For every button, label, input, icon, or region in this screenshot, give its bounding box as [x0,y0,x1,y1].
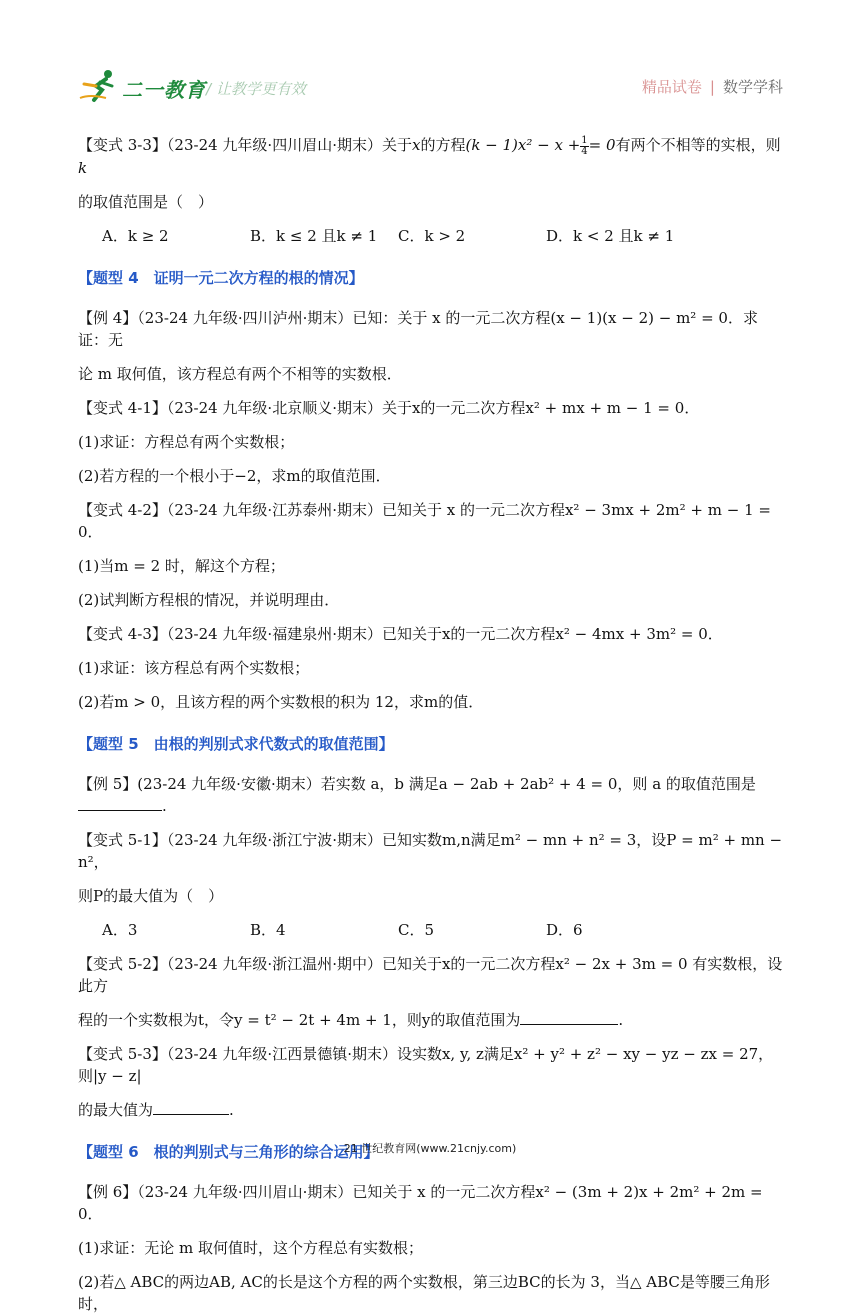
variant-5-1-line-1: 【变式 5-1】（23-24 九年级·浙江宁波·期末）已知实数m,n满足m² − mn + n² = 3，设P = m² + mn − n²， [78,830,783,871]
brand-separator: | [709,78,715,96]
math-var: x [411,136,421,154]
logo-text: 二一教育 [122,78,206,102]
variant-5-2-line-2 [78,1009,783,1031]
example-6: 【例 6】（23-24 九年级·四川眉山·期末）已知关于 x 的一元二次方程x² − (3m + 2)x + 2m² + 2m = 0． [78,1182,763,1223]
equation: (k − 1)x² − x + [465,136,581,154]
equation: = 0 [588,136,616,154]
text: 的最大值为 [78,1100,154,1119]
brand-label [642,76,783,97]
option-c: C．5 [398,920,435,939]
variant-4-2: 【变式 4-2】（23-24 九年级·江苏泰州·期末）已知关于 x 的一元二次方程x² − 3mx + 2m² + m − 1 = 0． [78,500,771,541]
variant-4-2-q1: (1)当m = 2 时，解这个方程； [78,556,285,575]
variant-4-3-q1: (1)求证：该方程总有两个实数根； [78,658,310,677]
text: . [162,796,167,815]
math-var: k [78,158,88,177]
example-5 [78,773,783,817]
example-6-q1: (1)求证：无论 m 取何值时，这个方程总有实数根； [78,1238,424,1257]
option-c: C．k > 2 [398,226,466,245]
variant-5-3-line-1: 【变式 5-3】（23-24 九年级·江西景德镇·期末）设实数x, y, z满足x² + y² + z² − xy − yz − zx = 27，则|y − z| [78,1044,774,1085]
text: 【变式 3-3】（23-24 九年级·四川眉山·期末）关于 [78,136,412,154]
answer-blank [153,1100,229,1115]
option-a: A．3 [102,920,138,939]
logo-slogan: / 让教学更有效 [206,80,306,98]
text: 的方程 [420,136,466,154]
document-body [78,134,783,1315]
example-6-q2: (2)若△ ABC的两边AB, AC的长是这个方程的两个实数根，第三边BC的长为 3，当△ ABC是等腰三角形时， [78,1272,770,1313]
variant-5-1-line-2: 则P的最大值为（ ） [78,886,224,905]
options-3-3 [102,225,783,247]
runner-logo-icon [78,68,120,104]
frac-den: 4 [581,145,588,157]
variant-4-3-q2: (2)若m > 0，且该方程的两个实数根的积为 12，求m的值． [78,692,484,711]
option-b: B．k ≤ 2 且k ≠ 1 [250,226,378,245]
page-footer: 21 世纪教育网(www.21cnjy.com) [343,1142,517,1155]
option-d: D．k < 2 且k ≠ 1 [546,226,675,245]
fraction [580,136,588,157]
section-title-4: 【题型 4 证明一元二次方程的根的情况】 [78,268,364,287]
variant-4-1: 【变式 4-1】（23-24 九年级·北京顺义·期末）关于x的一元二次方程x² + mx + m − 1 = 0． [78,398,700,417]
example-4-line-1: 【例 4】（23-24 九年级·四川泸州·期末）已知：关于 x 的一元二次方程(x − 1)(x − 2) − m² = 0．求证：无 [78,308,758,349]
example-4-line-2: 论 m 取何值，该方程总有两个不相等的实数根． [78,364,402,383]
text: 【例 5】(23-24 九年级·安徽·期末）若实数 a，b 满足a − 2ab + 2ab² + 4 = 0，则 a 的取值范围是 [78,774,756,793]
option-d: D．6 [546,920,583,939]
page-header [78,66,783,106]
variant-4-1-q1: (1)求证：方程总有两个实数根； [78,432,295,451]
option-a: A．k ≥ 2 [102,226,169,245]
variant-4-3: 【变式 4-3】（23-24 九年级·福建泉州·期末）已知关于x的一元二次方程x² − 4mx + 3m² = 0． [78,624,723,643]
brand-name: 精品试卷 [641,78,702,96]
frac-num: 1 [581,134,588,146]
answer-blank [520,1010,618,1025]
answer-blank [78,796,162,811]
section-title-5: 【题型 5 由根的判别式求代数式的取值范围】 [78,734,394,753]
variant-5-2-line-1: 【变式 5-2】（23-24 九年级·浙江温州·期中）已知关于x的一元二次方程x² − 2x + 3m = 0 有实数根，设此方 [78,954,783,995]
variant-4-1-q2: (2)若方程的一个根小于−2，求m的取值范围． [78,466,391,485]
options-5-1 [102,919,783,941]
section-title-6: 【题型 6 根的判别式与三角形的综合运用】 [78,1142,379,1161]
variant-5-3-line-2 [78,1099,783,1121]
variant-4-2-q2: (2)试判断方程根的情况，并说明理由． [78,590,340,609]
option-b: B．4 [250,920,286,939]
variant-3-3-line-1 [78,134,783,179]
text: . [618,1010,624,1029]
text: 有两个不相等的实根，则 [615,136,781,154]
text: . [229,1100,234,1119]
text: 程的一个实数根为t，令y = t² − 2t + 4m + 1，则y的取值范围为 [78,1010,521,1029]
variant-3-3-line-2: 的取值范围是（ ） [78,192,214,211]
subject-label: 数学学科 [722,78,783,96]
